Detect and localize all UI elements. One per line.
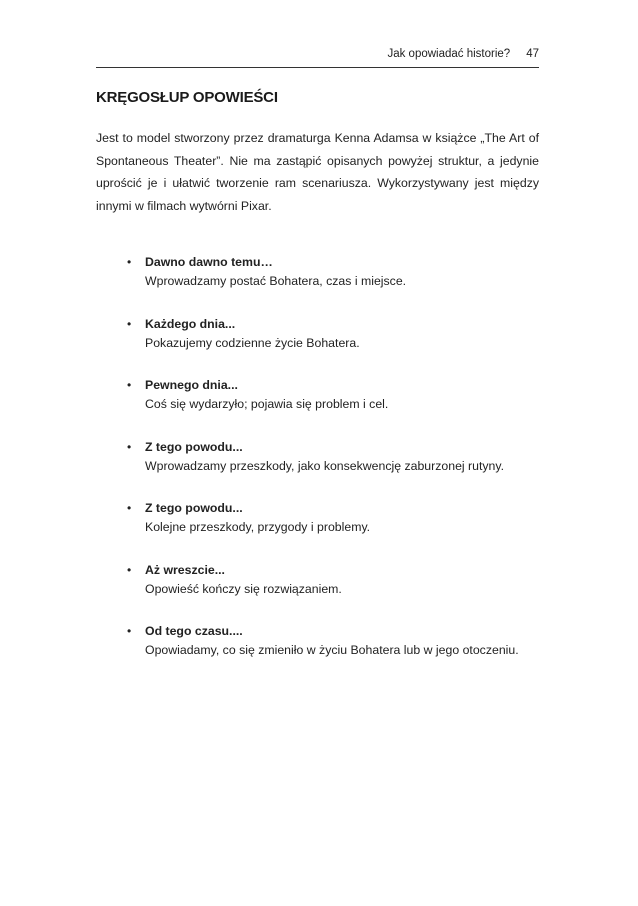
bullet-icon: • bbox=[127, 439, 132, 454]
page-number: 47 bbox=[526, 48, 539, 60]
stage-description: Wprowadzamy przeszkody, jako konsekwencję zaburzonej rutyny. bbox=[145, 458, 505, 473]
stage-title: Od tego czasu.... bbox=[145, 624, 243, 638]
running-title: Jak opowiadać historie? bbox=[387, 48, 511, 60]
stage-description: Opowiadamy, co się zmieniło w życiu Bohatera lub w jego otoczeniu. bbox=[145, 643, 519, 657]
bullet-icon: • bbox=[127, 255, 132, 269]
list-item bbox=[127, 561, 539, 623]
list-item bbox=[127, 622, 539, 684]
bullet-icon: • bbox=[127, 501, 132, 515]
list-item bbox=[127, 376, 539, 438]
stage-title: Pewnego dnia... bbox=[145, 378, 238, 392]
stage-title: Dawno dawno temu… bbox=[145, 255, 273, 269]
stage-description: Wprowadzamy postać Bohatera, czas i miejsce. bbox=[145, 274, 407, 288]
page-header bbox=[96, 48, 539, 68]
stage-description: Kolejne przeszkody, przygody i problemy. bbox=[145, 520, 371, 534]
intro-paragraph: Jest to model stworzony przez dramaturga Kenna Adamsa w książce „The Art of Spontaneous Theater”. Nie ma zastąpić opisanych powyżej struktur, a jedynie uprościć je i ułatwić tworzenie ram scenariusza. Wykorzystywany jest między innymi w filmach wytwórni Pixar. bbox=[96, 131, 539, 213]
list-item bbox=[127, 253, 539, 315]
bullet-icon: • bbox=[127, 562, 132, 577]
stage-title: Z tego powodu... bbox=[145, 439, 243, 454]
stage-description: Opowieść kończy się rozwiązaniem. bbox=[145, 581, 342, 596]
bullet-icon: • bbox=[127, 378, 132, 392]
section-title: KRĘGOSŁUP OPOWIEŚCI bbox=[96, 89, 278, 106]
bullet-icon: • bbox=[127, 624, 132, 638]
list-item bbox=[127, 438, 539, 500]
list-item bbox=[127, 499, 539, 561]
stage-title: Aż wreszcie... bbox=[145, 562, 225, 577]
stage-description: Coś się wydarzyło; pojawia się problem i cel. bbox=[145, 397, 389, 411]
stage-title: Każdego dnia... bbox=[145, 316, 236, 331]
story-spine-list bbox=[127, 253, 539, 684]
bullet-icon: • bbox=[127, 316, 132, 331]
stage-title: Z tego powodu... bbox=[145, 501, 243, 515]
stage-description: Pokazujemy codzienne życie Bohatera. bbox=[145, 335, 360, 350]
list-item bbox=[127, 315, 539, 377]
